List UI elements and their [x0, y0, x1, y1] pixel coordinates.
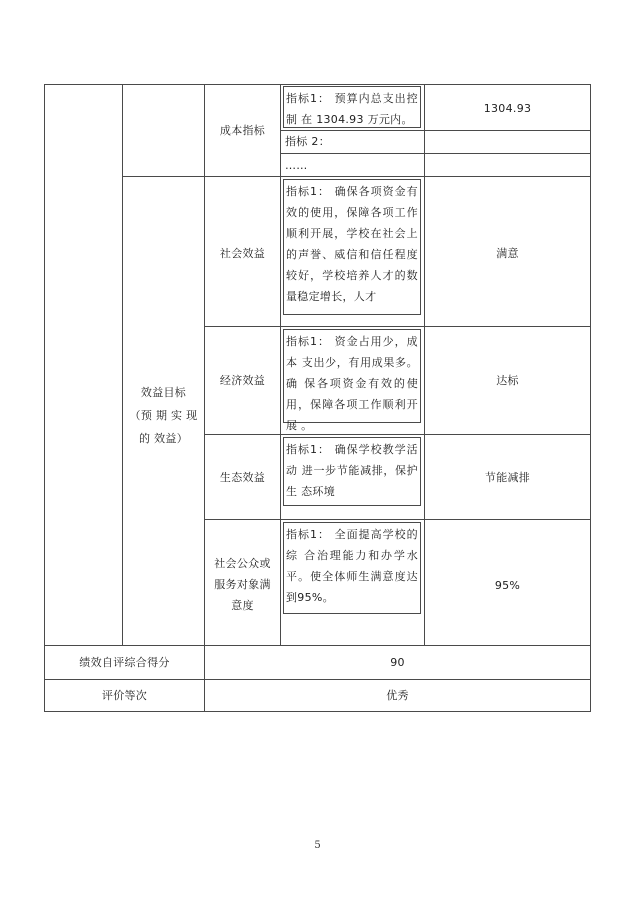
- benefit-label-line3: 的 效益）: [139, 432, 188, 445]
- ecological-value: 节能减排: [484, 471, 531, 484]
- satisfaction-indicator: 指标1： 全面提高学校的综 合治理能力和办学水平。使全体师生满意度达到95%。: [286, 528, 418, 604]
- score-label: 绩效自评综合得分: [79, 656, 170, 669]
- cost-ellipsis: ……: [285, 159, 308, 172]
- satisfaction-category-line1: 社会公众或: [214, 557, 271, 570]
- cost-value-1: 1304.93: [483, 102, 532, 115]
- economic-value: 达标: [496, 374, 519, 387]
- cost-indicator-1: 指标1： 预算内总支出控制 在 1304.93 万元内。: [286, 92, 418, 126]
- social-indicator: 指标1： 确保各项资金有效的使用，保障各项工作顺利开展，学校在社会上的声誉、威信和信任程度较好，学校培养人才的数量稳定增长，人才: [286, 185, 418, 303]
- economic-category: 经济效益: [219, 374, 266, 387]
- satisfaction-category-line3: 意度: [231, 599, 254, 612]
- social-category: 社会效益: [219, 247, 266, 260]
- economic-indicator: 指标1： 资金占用少，成本 支出少，有用成果多。确 保各项资金有效的使用，保障各项工作顺利开展 。: [286, 335, 418, 432]
- grade-value: 优秀: [386, 689, 409, 702]
- social-value: 满意: [496, 247, 519, 260]
- satisfaction-value: 95%: [494, 579, 521, 592]
- ecological-category: 生态效益: [219, 471, 266, 484]
- satisfaction-category-line2: 服务对象满: [214, 578, 271, 591]
- cost-indicator-2: 指标 2：: [285, 135, 330, 148]
- benefit-label-line1: 效益目标: [140, 386, 187, 399]
- cost-category: 成本指标: [219, 124, 266, 137]
- benefit-label-line2: （预 期 实 现: [129, 409, 198, 422]
- grade-label: 评价等次: [101, 689, 148, 702]
- page-number: 5: [314, 840, 321, 851]
- ecological-indicator: 指标1： 确保学校教学活动 进一步节能减排，保护生 态环境: [286, 443, 418, 498]
- score-value: 90: [390, 656, 405, 669]
